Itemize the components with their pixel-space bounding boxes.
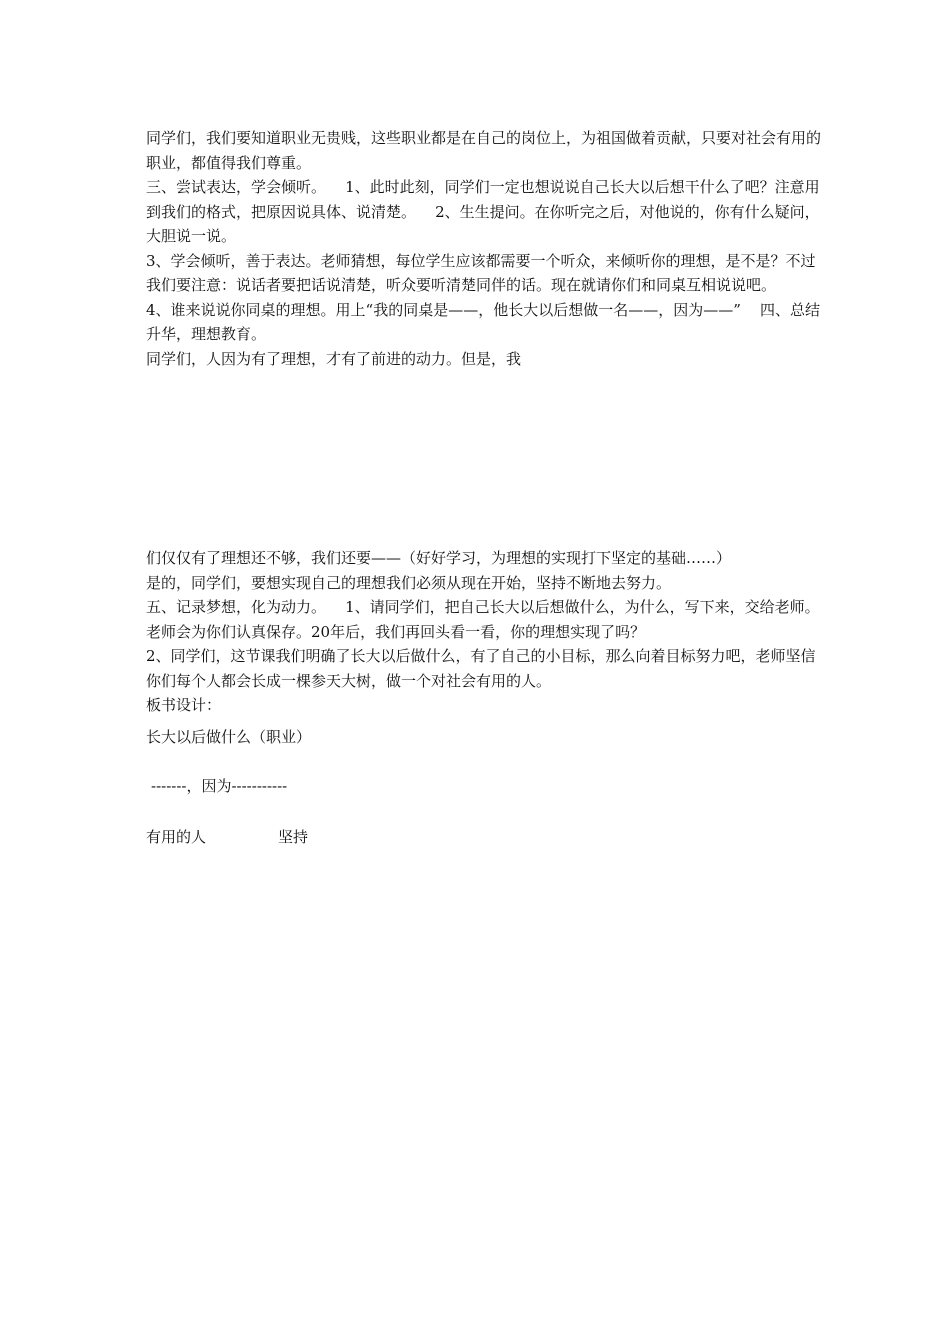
- text-block-middle: [146, 546, 826, 718]
- paragraph: 同学们，人因为有了理想，才有了前进的动力。但是，我: [146, 349, 522, 368]
- paragraph: 3、学会倾听，善于表达。老师猜想，每位学生应该都需要一个听众，来倾听你的理想，是不是？不过我们要注意：说话者要把话说清楚，听众要听清楚同伴的话。现在就请你们和同桌互相说说吧。: [146, 251, 816, 294]
- board-item-left: 有用的人: [146, 828, 207, 846]
- paragraph: 三、尝试表达，学会倾听。 1、此时此刻，同学们一定也想说说自己长大以后想干什么了吧？注意用到我们的格式，把原因说具体、说清楚。 2、生生提问。在你听完之后，对他说的，你有什么疑问，大胆说一说。: [146, 178, 820, 245]
- board-title: 长大以后做什么（职业）: [146, 728, 312, 746]
- paragraph: 同学们，我们要知道职业无贵贱，这些职业都是在自己的岗位上，为祖国做着贡献，只要对社会有用的职业，都值得我们尊重。: [146, 129, 822, 172]
- paragraph: 是的，同学们，要想实现自己的理想我们必须从现在开始，坚持不断地去努力。: [146, 573, 672, 592]
- paragraph: 五、记录梦想，化为动力。 1、请同学们，把自己长大以后想做什么，为什么，写下来，交给老师。老师会为你们认真保存。20年后，我们再回头看一看，你的理想实现了吗？: [146, 598, 820, 641]
- paragraph: 4、谁来说说你同桌的理想。用上“我的同桌是——，他长大以后想做一名——，因为——” 四、总结升华，理想教育。: [146, 300, 820, 343]
- paragraph: 们仅仅有了理想还不够，我们还要——（好好学习，为理想的实现打下坚定的基础……）: [146, 549, 732, 567]
- board-design-heading: 板书设计：: [146, 696, 222, 714]
- paragraph: 2、同学们，这节课我们明确了长大以后做什么，有了自己的小目标，那么向着目标努力吧，老师坚信你们每个人都会长成一棵参天大树，做一个对社会有用的人。: [146, 647, 816, 690]
- text-block-top: [146, 126, 826, 371]
- board-line: -------，因为-----------: [151, 777, 288, 795]
- board-item-right: 坚持: [278, 828, 309, 846]
